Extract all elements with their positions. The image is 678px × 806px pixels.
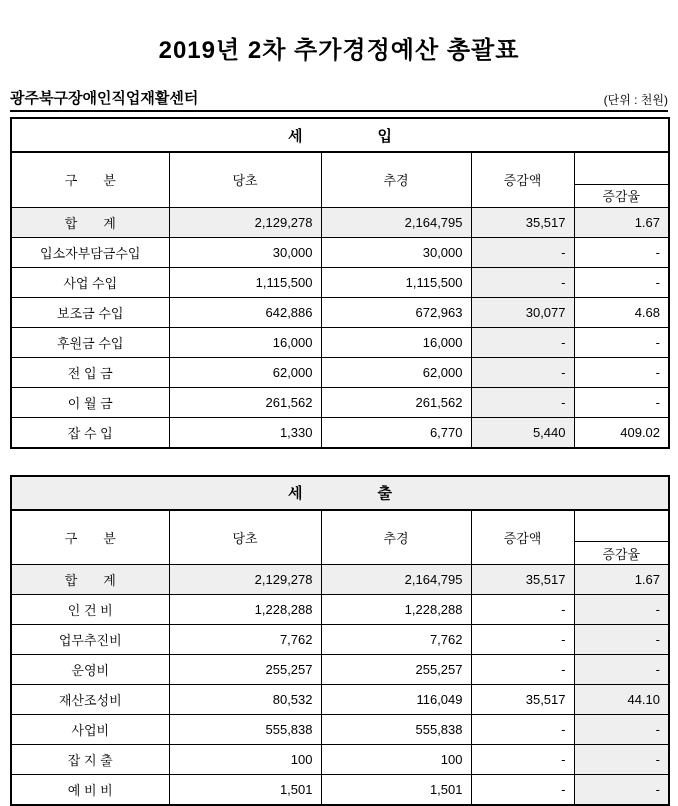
cell-initial: 62,000 bbox=[169, 357, 321, 387]
column-header-category: 구 분 bbox=[11, 152, 169, 207]
expenditure-header-row bbox=[11, 510, 669, 542]
cell-diff: - bbox=[471, 357, 574, 387]
expenditure-title-row bbox=[11, 476, 669, 510]
cell-rate: - bbox=[574, 745, 669, 775]
column-header-initial: 당초 bbox=[169, 510, 321, 565]
row-label: 이 월 금 bbox=[11, 387, 169, 417]
cell-revised: 2,164,795 bbox=[321, 565, 471, 595]
cell-revised: 1,115,500 bbox=[321, 267, 471, 297]
column-header-rate-spacer bbox=[574, 152, 669, 184]
cell-rate: 1.67 bbox=[574, 565, 669, 595]
row-label: 사업비 bbox=[11, 715, 169, 745]
cell-diff: 35,517 bbox=[471, 685, 574, 715]
expenditure-row-personnel bbox=[11, 595, 669, 625]
cell-rate: 1.67 bbox=[574, 207, 669, 237]
cell-initial: 2,129,278 bbox=[169, 565, 321, 595]
cell-diff: - bbox=[471, 715, 574, 745]
revenue-table bbox=[10, 117, 670, 449]
cell-revised: 6,770 bbox=[321, 417, 471, 448]
cell-rate: - bbox=[574, 595, 669, 625]
expenditure-table-title: 세 출 bbox=[11, 476, 669, 510]
column-header-diff: 증감액 bbox=[471, 152, 574, 207]
revenue-row-business-income bbox=[11, 267, 669, 297]
cell-diff: - bbox=[471, 595, 574, 625]
expenditure-row-business bbox=[11, 715, 669, 745]
expenditure-row-operating bbox=[11, 655, 669, 685]
cell-revised: 100 bbox=[321, 745, 471, 775]
cell-rate: - bbox=[574, 625, 669, 655]
revenue-row-misc-income bbox=[11, 417, 669, 448]
cell-revised: 261,562 bbox=[321, 387, 471, 417]
cell-rate: - bbox=[574, 715, 669, 745]
cell-revised: 555,838 bbox=[321, 715, 471, 745]
cell-rate: - bbox=[574, 327, 669, 357]
cell-revised: 30,000 bbox=[321, 237, 471, 267]
cell-revised: 116,049 bbox=[321, 685, 471, 715]
revenue-row-client-fees bbox=[11, 237, 669, 267]
cell-rate: - bbox=[574, 775, 669, 806]
cell-revised: 7,762 bbox=[321, 625, 471, 655]
cell-diff: - bbox=[471, 745, 574, 775]
row-label: 후원금 수입 bbox=[11, 327, 169, 357]
revenue-title-row bbox=[11, 118, 669, 152]
cell-diff: - bbox=[471, 387, 574, 417]
row-label: 잡 수 입 bbox=[11, 417, 169, 448]
row-label: 사업 수입 bbox=[11, 267, 169, 297]
row-label: 보조금 수입 bbox=[11, 297, 169, 327]
cell-rate: 4.68 bbox=[574, 297, 669, 327]
expenditure-row-misc bbox=[11, 745, 669, 775]
column-header-diff: 증감액 bbox=[471, 510, 574, 565]
row-label: 재산조성비 bbox=[11, 685, 169, 715]
cell-revised: 1,228,288 bbox=[321, 595, 471, 625]
column-header-revised: 추경 bbox=[321, 152, 471, 207]
revenue-header-row bbox=[11, 152, 669, 184]
cell-diff: 35,517 bbox=[471, 207, 574, 237]
row-label: 잡 지 출 bbox=[11, 745, 169, 775]
cell-rate: 44.10 bbox=[574, 685, 669, 715]
cell-revised: 672,963 bbox=[321, 297, 471, 327]
cell-diff: - bbox=[471, 625, 574, 655]
cell-initial: 1,330 bbox=[169, 417, 321, 448]
row-label: 운영비 bbox=[11, 655, 169, 685]
cell-initial: 2,129,278 bbox=[169, 207, 321, 237]
cell-initial: 261,562 bbox=[169, 387, 321, 417]
revenue-row-subsidy-income bbox=[11, 297, 669, 327]
cell-initial: 1,115,500 bbox=[169, 267, 321, 297]
cell-revised: 16,000 bbox=[321, 327, 471, 357]
subheader bbox=[10, 87, 668, 112]
unit-note: (단위 : 천원) bbox=[604, 91, 668, 108]
cell-revised: 62,000 bbox=[321, 357, 471, 387]
row-label: 입소자부담금수입 bbox=[11, 237, 169, 267]
page-title: 2019년 2차 추가경정예산 총괄표 bbox=[10, 0, 668, 65]
expenditure-row-reserve bbox=[11, 775, 669, 806]
cell-initial: 7,762 bbox=[169, 625, 321, 655]
column-header-rate: 증감율 bbox=[574, 184, 669, 207]
cell-initial: 1,228,288 bbox=[169, 595, 321, 625]
row-label: 합 계 bbox=[11, 565, 169, 595]
row-label: 인 건 비 bbox=[11, 595, 169, 625]
cell-diff: - bbox=[471, 237, 574, 267]
cell-initial: 255,257 bbox=[169, 655, 321, 685]
row-label: 업무추진비 bbox=[11, 625, 169, 655]
cell-initial: 80,532 bbox=[169, 685, 321, 715]
revenue-row-transfer-in bbox=[11, 357, 669, 387]
row-label: 전 입 금 bbox=[11, 357, 169, 387]
cell-rate: - bbox=[574, 267, 669, 297]
cell-diff: - bbox=[471, 267, 574, 297]
expenditure-row-total bbox=[11, 565, 669, 595]
cell-rate: - bbox=[574, 655, 669, 685]
column-header-rate: 증감율 bbox=[574, 542, 669, 565]
cell-initial: 30,000 bbox=[169, 237, 321, 267]
cell-revised: 1,501 bbox=[321, 775, 471, 806]
revenue-table-title: 세 입 bbox=[11, 118, 669, 152]
expenditure-table bbox=[10, 475, 670, 806]
row-label: 예 비 비 bbox=[11, 775, 169, 806]
cell-revised: 2,164,795 bbox=[321, 207, 471, 237]
revenue-row-carryover bbox=[11, 387, 669, 417]
cell-initial: 100 bbox=[169, 745, 321, 775]
cell-diff: - bbox=[471, 655, 574, 685]
cell-rate: 409.02 bbox=[574, 417, 669, 448]
cell-rate: - bbox=[574, 357, 669, 387]
cell-diff: - bbox=[471, 327, 574, 357]
expenditure-row-office-operation bbox=[11, 625, 669, 655]
cell-initial: 1,501 bbox=[169, 775, 321, 806]
column-header-rate-spacer bbox=[574, 510, 669, 542]
cell-diff: - bbox=[471, 775, 574, 806]
cell-initial: 16,000 bbox=[169, 327, 321, 357]
cell-initial: 555,838 bbox=[169, 715, 321, 745]
column-header-category: 구 분 bbox=[11, 510, 169, 565]
cell-rate: - bbox=[574, 387, 669, 417]
cell-diff: 35,517 bbox=[471, 565, 574, 595]
cell-rate: - bbox=[574, 237, 669, 267]
column-header-initial: 당초 bbox=[169, 152, 321, 207]
cell-diff: 30,077 bbox=[471, 297, 574, 327]
revenue-row-donation-income bbox=[11, 327, 669, 357]
expenditure-row-asset-formation bbox=[11, 685, 669, 715]
row-label: 합 계 bbox=[11, 207, 169, 237]
cell-initial: 642,886 bbox=[169, 297, 321, 327]
organization-name: 광주북구장애인직업재활센터 bbox=[10, 87, 198, 108]
cell-diff: 5,440 bbox=[471, 417, 574, 448]
cell-revised: 255,257 bbox=[321, 655, 471, 685]
column-header-revised: 추경 bbox=[321, 510, 471, 565]
revenue-row-total bbox=[11, 207, 669, 237]
